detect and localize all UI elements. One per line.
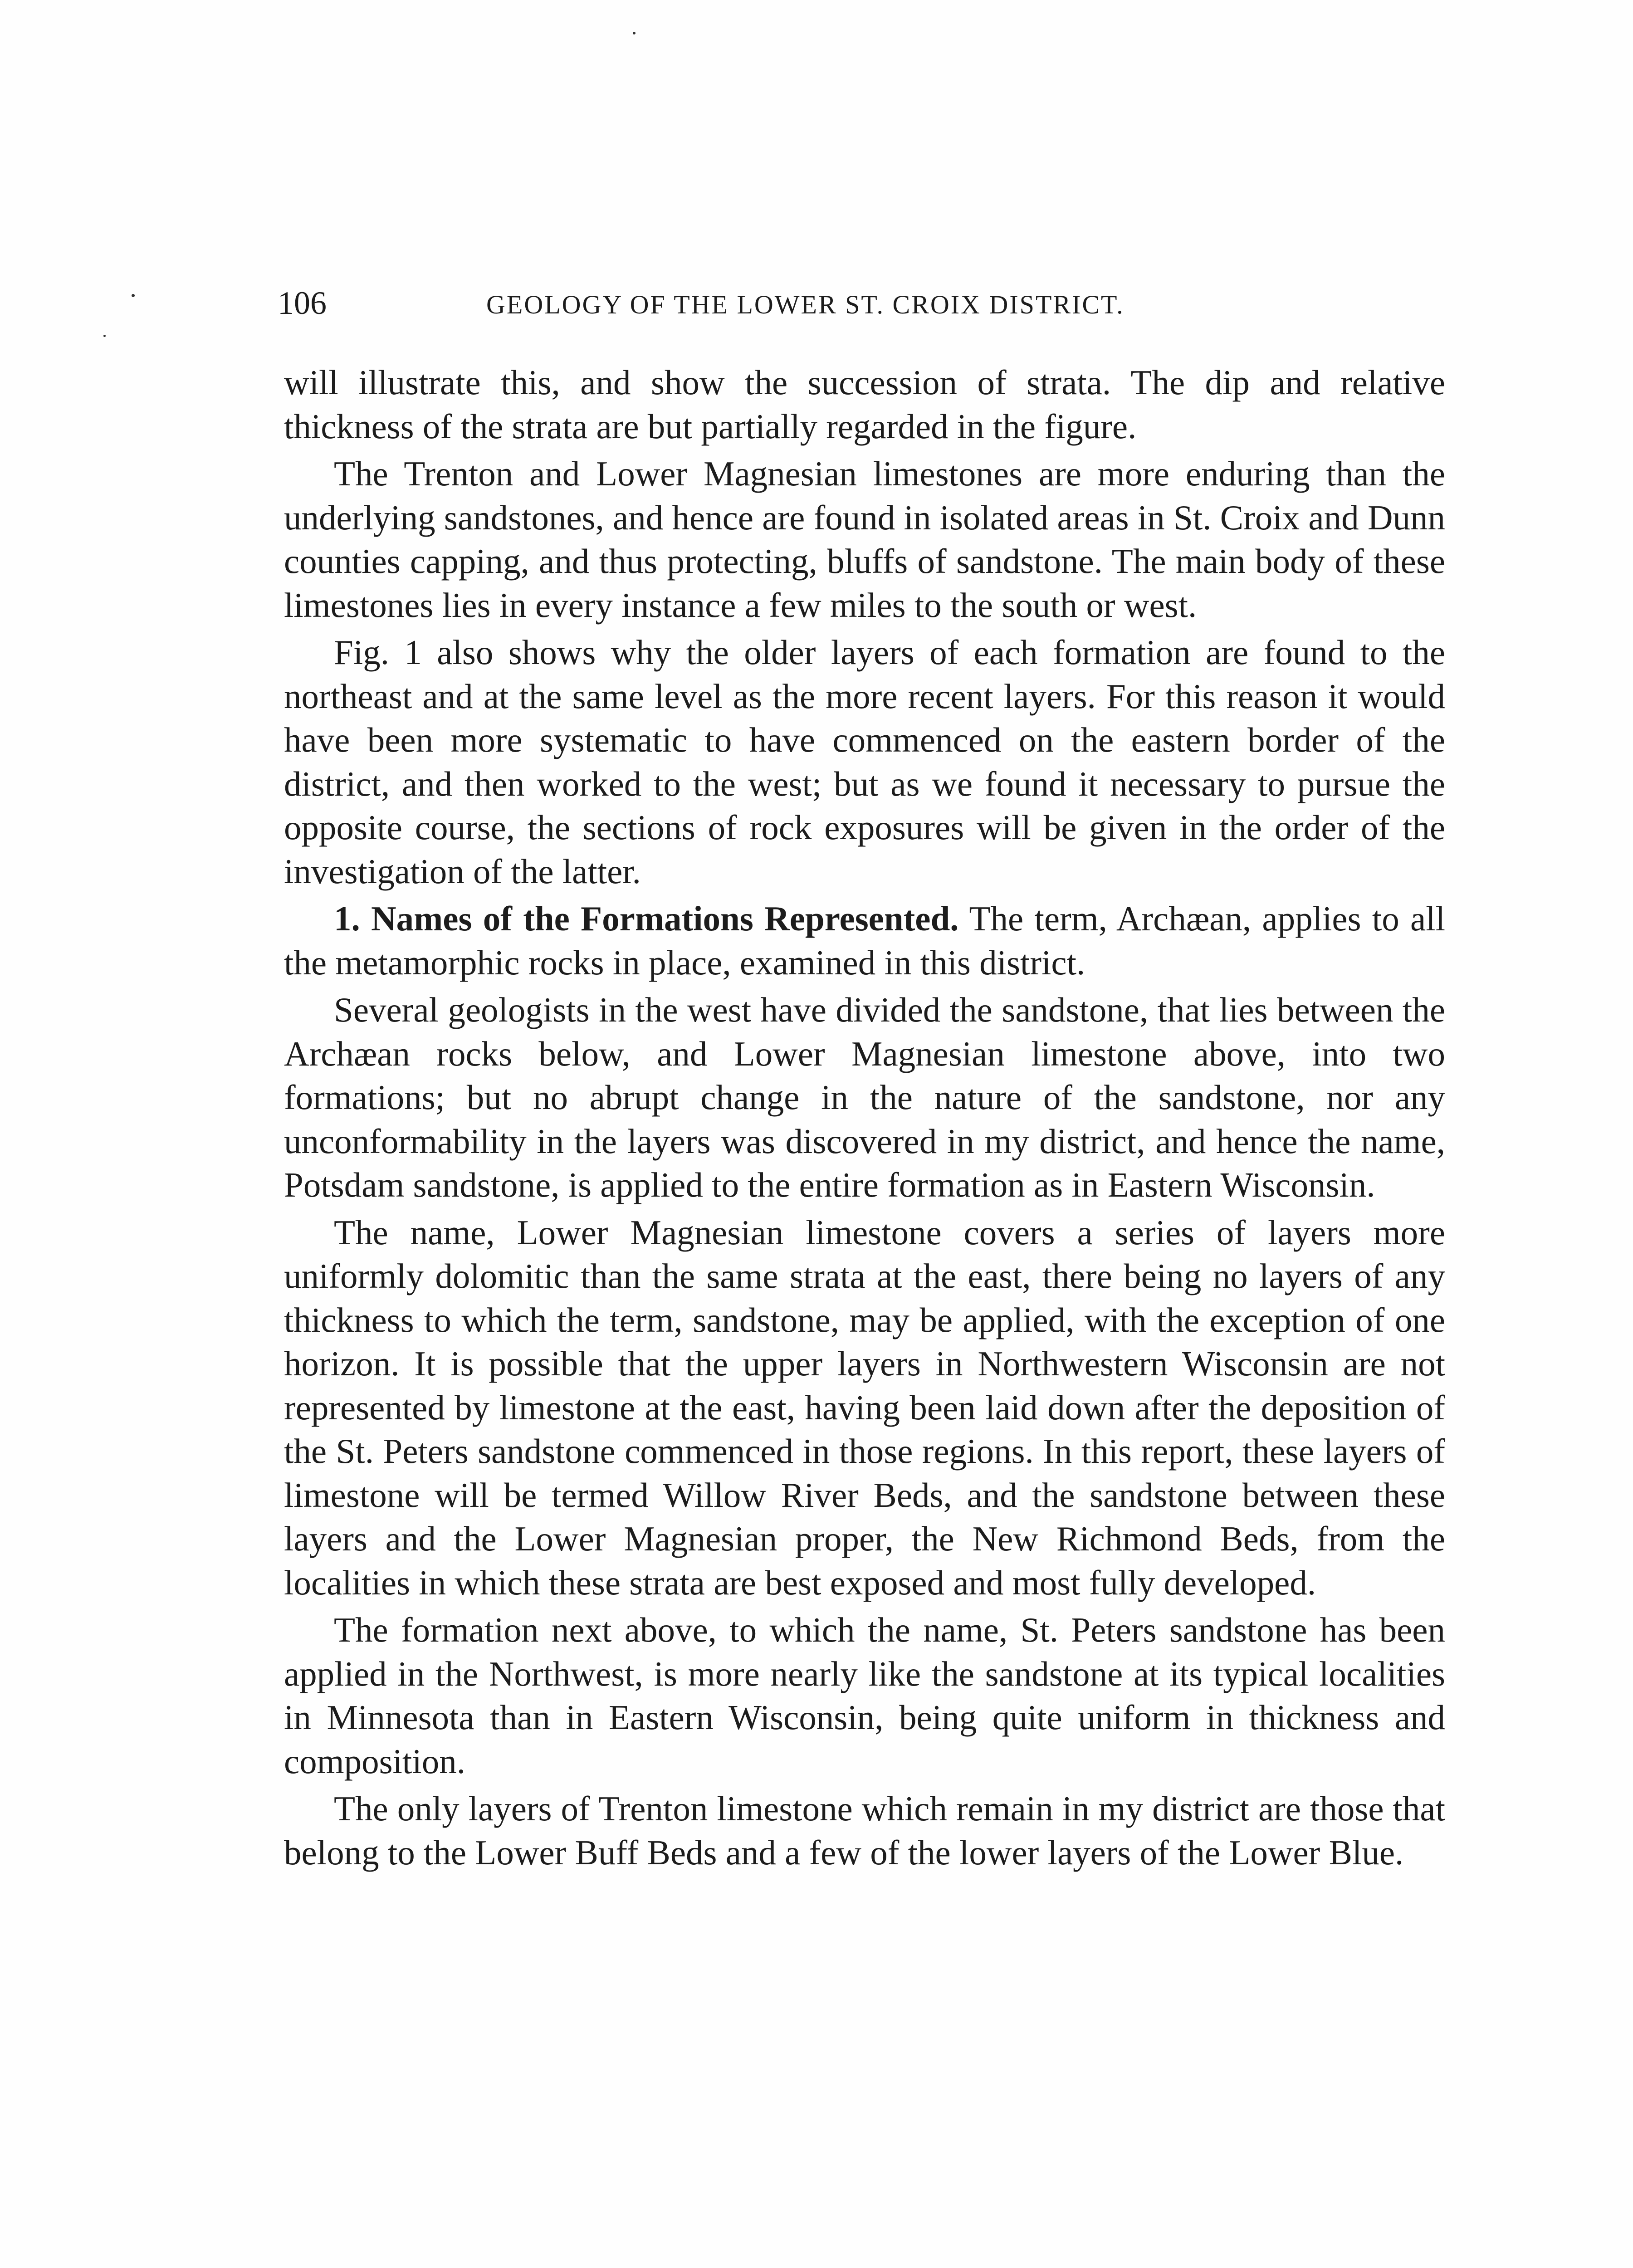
paragraph-trenton: The Trenton and Lower Magnesian limestones are more enduring than the underlying sandstones, and hence are found in isolated areas in St. Croix and Dunn counties capping, and thus protecting, bluffs of sandstone. The main body of these limestones lies in every instance a few miles to the south or west. — [284, 454, 1445, 625]
section-heading: 1. Names of the Formations Represented. — [334, 899, 959, 938]
scan-speck — [103, 335, 106, 337]
paragraph-section-names — [284, 897, 1445, 984]
paragraph-lower-magnesian: The name, Lower Magnesian limestone covers a series of layers more uniformly dolomitic than the same strata at the east, there being no layers of any thickness to which the term, sandstone, may be applied, with the exception of one horizon. It is possible that the upper layers in Northwestern Wisconsin are not represented by limestone at the east, having been laid down after the deposition of the St. Peters sandstone commenced in those regions. In this report, these layers of limestone will be termed Willow River Beds, and the sandstone between these layers and the Lower Magnesian proper, the New Richmond Beds, from the localities in which these strata are best exposed and most fully developed. — [284, 1212, 1445, 1602]
paragraph-fig-1: Fig. 1 also shows why the older layers of each formation are found to the northeast and at the same level as the more recent layers. For this reason it would have been more systematic to have commenced on the eastern border of the district, and then worked to the west; but as we found it necessary to pursue the opposite course, the sections of rock exposures will be given in the order of the investigation of the latter. — [284, 633, 1445, 891]
body-text — [284, 361, 1445, 1874]
page-header — [278, 280, 1432, 326]
paragraph-potsdam: Several geologists in the west have divided the sandstone, that lies between the Archæan rocks below, and Lower Magnesian limestone above, into two formations; but no abrupt change in the nature of the sandstone, nor any unconformability in the layers was discovered in my district, and hence the name, Potsdam sandstone, is applied to the entire formation as in Eastern Wisconsin. — [284, 990, 1445, 1204]
page-number: 106 — [278, 285, 327, 321]
running-title: GEOLOGY OF THE LOWER ST. CROIX DISTRICT. — [486, 290, 1125, 319]
scan-speck — [633, 32, 636, 34]
paragraph-trenton-layers: The only layers of Trenton limestone which remain in my district are those that belong to the Lower Buff Beds and a few of the lower layers of the Lower Blue. — [284, 1789, 1445, 1872]
scan-speck — [132, 294, 135, 297]
paragraph-st-peters: The formation next above, to which the name, St. Peters sandstone has been applied in the Northwest, is more nearly like the sandstone at its typical localities in Minnesota than in Eastern Wisconsin, being quite uniform in thickness and composition. — [284, 1610, 1445, 1781]
paragraph-continuation: will illustrate this, and show the succession of strata. The dip and relative thickness of the strata are but partially regarded in the figure. — [284, 363, 1445, 446]
section-intro-text: The term, Archæan, applies to all the metamorphic rocks in place, examined in this district. — [284, 899, 1445, 982]
